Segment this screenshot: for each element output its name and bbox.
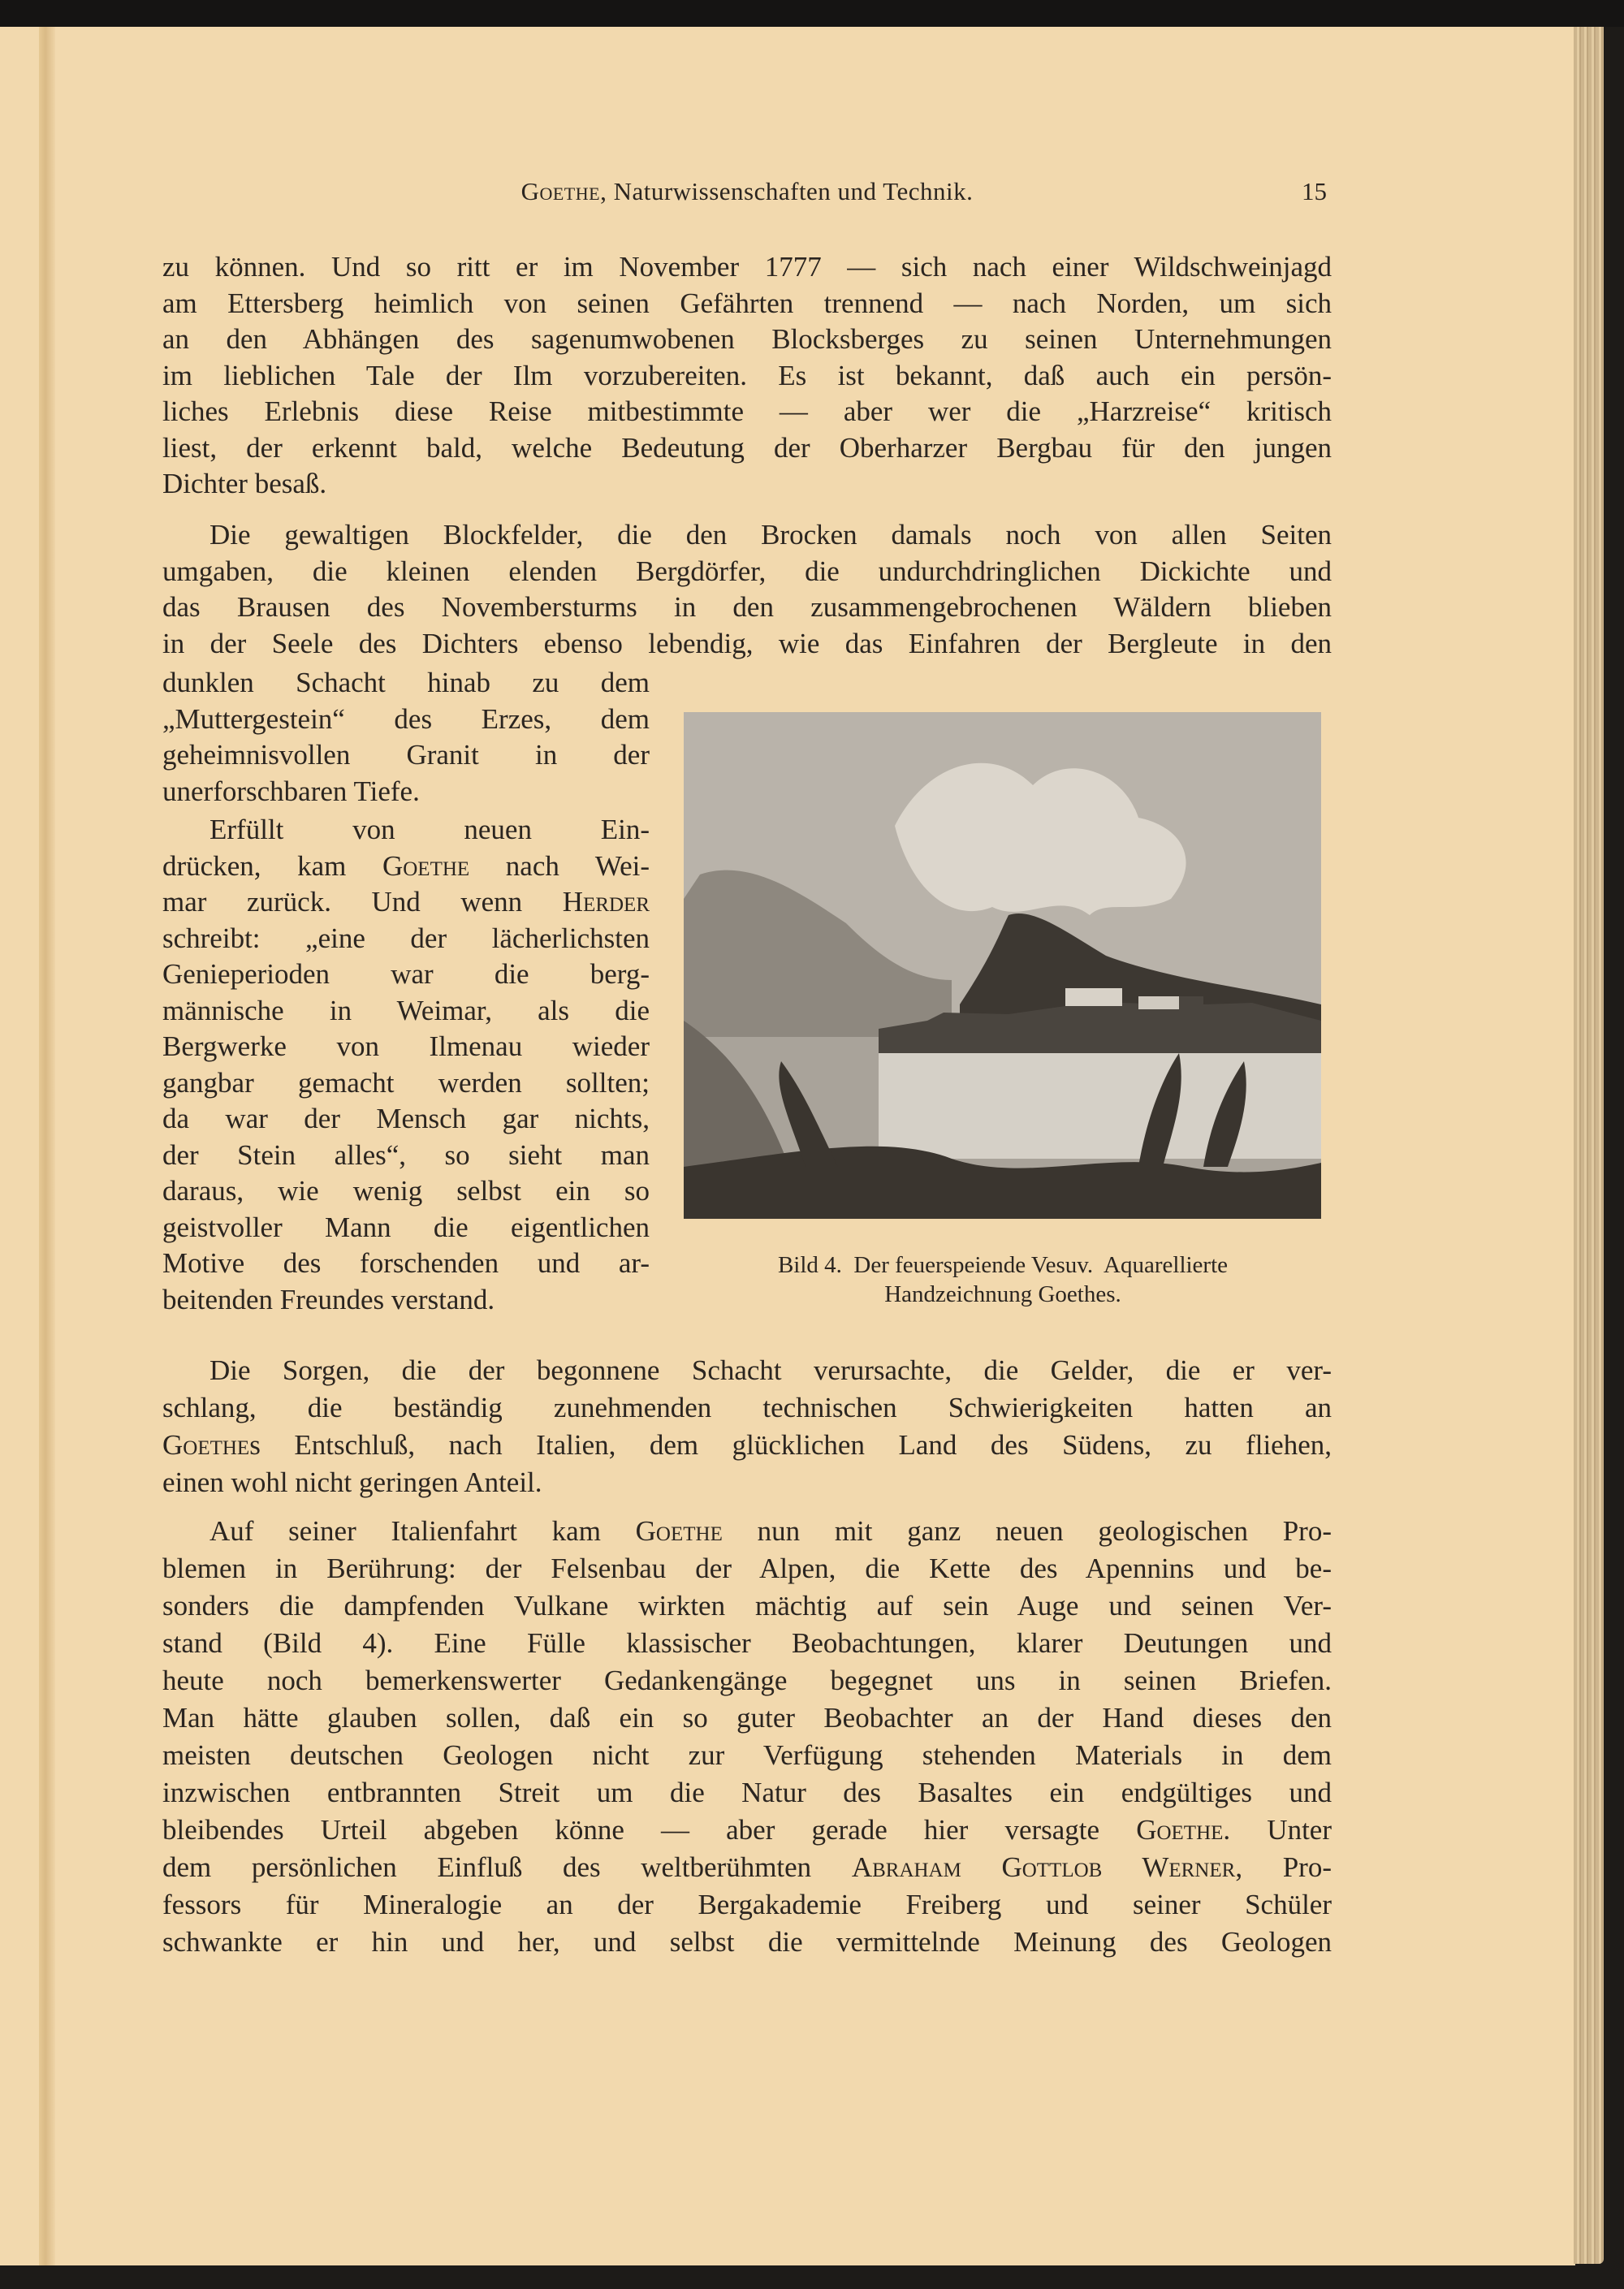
small-caps-name: Goethe xyxy=(162,1429,250,1461)
small-caps-name: Goethe xyxy=(1136,1814,1224,1846)
text-segment: mar zurück. Und wenn xyxy=(162,886,563,918)
paragraph-column xyxy=(162,812,650,1318)
text-line xyxy=(162,1282,650,1319)
text-line xyxy=(162,286,1332,322)
text-line xyxy=(162,1625,1332,1662)
text-segment: blemen in Berührung: der Felsenbau der Alpen, die Kette des Apennins und be- xyxy=(162,1553,1332,1584)
text-segment: Genieperioden war die berg- xyxy=(162,958,650,990)
text-segment: einen wohl nicht geringen Anteil. xyxy=(162,1466,542,1498)
text-line xyxy=(162,1101,650,1138)
text-segment: schlang, die beständig zunehmenden technischen Schwierigkeiten hatten an xyxy=(162,1392,1332,1423)
text-line xyxy=(162,921,650,957)
text-line xyxy=(162,590,1332,626)
text-segment: geistvoller Mann die eigentlichen xyxy=(162,1211,650,1243)
text-segment: in der Seele des Dichters ebenso lebendig, wie das Einfahren der Bergleute in den xyxy=(162,627,1332,659)
text-line xyxy=(162,993,650,1030)
running-title xyxy=(162,177,1332,206)
text-line xyxy=(162,1886,1332,1924)
paragraph xyxy=(162,517,1332,662)
text-line xyxy=(162,1246,650,1282)
text-line xyxy=(162,774,650,810)
text-segment: , Pro- xyxy=(1235,1851,1332,1883)
text-segment: Motive des forschenden und ar- xyxy=(162,1247,650,1279)
text-line xyxy=(162,957,650,993)
text-line xyxy=(162,1065,650,1102)
text-line xyxy=(162,1774,1332,1812)
text-segment: inzwischen entbrannten Streit um die Natur des Basaltes ein endgültiges und xyxy=(162,1777,1332,1808)
vesuvius-illustration xyxy=(684,712,1321,1219)
text-line xyxy=(162,1464,1332,1501)
text-line xyxy=(162,1587,1332,1625)
text-line xyxy=(162,849,650,885)
text-line xyxy=(162,1210,650,1246)
text-segment: . Unter xyxy=(1223,1814,1332,1846)
page-gutter-fold xyxy=(39,27,55,2265)
text-line xyxy=(162,1352,1332,1389)
text-segment: beitenden Freundes verstand. xyxy=(162,1283,495,1315)
text-segment: liest, der erkennt bald, welche Bedeutung der Oberharzer Bergbau für den jungen xyxy=(162,431,1332,464)
text-segment: sonders die dampfenden Vulkane wirkten mächtig auf sein Auge und seinen Ver- xyxy=(162,1590,1332,1622)
text-segment: das Brausen des Novembersturms in den zusammengebrochenen Wäldern blieben xyxy=(162,591,1332,623)
running-title-text: , Naturwissenschaften und Technik. xyxy=(600,177,974,205)
text-segment: nun mit ganz neuen geologischen Pro- xyxy=(722,1515,1332,1547)
text-line xyxy=(162,1138,650,1174)
small-caps-name: Abraham Gottlob Werner xyxy=(851,1851,1236,1883)
text-segment: Dichter besaß. xyxy=(162,468,327,499)
text-segment: bleibendes Urteil abgeben könne — aber gerade hier versagte xyxy=(162,1814,1137,1846)
text-segment: Man hätte glauben sollen, daß ein so guter Beobachter an der Hand dieses den xyxy=(162,1702,1332,1734)
text-segment: Erfüllt von neuen Ein- xyxy=(209,814,650,845)
caption-line: Bild 4. Der feuerspeiende Vesuv. Aquarellierte xyxy=(777,1252,1229,1278)
text-line xyxy=(162,1699,1332,1737)
text-segment: der Stein alles“, so sieht man xyxy=(162,1138,650,1171)
text-segment: schreibt: „eine der lächerlichsten xyxy=(162,922,650,954)
page-stack-edge xyxy=(1574,27,1604,2264)
text-line xyxy=(162,702,650,738)
text-line xyxy=(162,1550,1332,1587)
text-segment: gangbar gemacht werden sollten; xyxy=(162,1066,650,1099)
text-segment: am Ettersberg heimlich von seinen Gefährten trennend — nach Norden, um sich xyxy=(162,287,1332,319)
text-segment: dem persönlichen Einfluß des weltberühmten xyxy=(162,1851,852,1883)
small-caps-name: Goethe xyxy=(382,849,470,882)
text-line xyxy=(162,1029,650,1065)
text-segment: Die Sorgen, die der begonnene Schacht verursachte, die Gelder, die er ver- xyxy=(209,1354,1332,1386)
text-segment: stand (Bild 4). Eine Fülle klassischer Beobachtungen, klarer Deutungen und xyxy=(162,1627,1332,1659)
text-line xyxy=(162,1662,1332,1699)
text-segment: drücken, kam xyxy=(162,849,382,882)
text-line xyxy=(162,554,1332,590)
paragraph xyxy=(162,249,1332,503)
text-line xyxy=(162,430,1332,467)
text-segment: an den Abhängen des sagenumwobenen Blocksberges zu seinen Unternehmungen xyxy=(162,323,1332,355)
paragraph xyxy=(162,1513,1332,1961)
text-segment: geheimnisvollen Granit in der xyxy=(162,739,650,771)
text-segment: zu können. Und so ritt er im November 1777 — sich nach einer Wildschweinjagd xyxy=(162,251,1332,283)
figure-vesuvius-drawing xyxy=(684,712,1321,1219)
text-line xyxy=(162,249,1332,286)
text-line xyxy=(162,884,650,921)
running-header xyxy=(162,177,1332,209)
text-line xyxy=(162,1849,1332,1886)
text-segment: nach Wei- xyxy=(469,849,650,882)
text-line xyxy=(162,1513,1332,1550)
text-line xyxy=(162,358,1332,395)
text-segment: daraus, wie wenig selbst ein so xyxy=(162,1175,650,1207)
text-line xyxy=(162,1389,1332,1427)
figure-caption xyxy=(674,1250,1332,1309)
text-segment: im lieblichen Tale der Ilm vorzubereiten. Es ist bekannt, daß auch ein persön- xyxy=(162,359,1332,391)
text-segment: liches Erlebnis diese Reise mitbestimmte — aber wer die „Harzreise“ kritisch xyxy=(162,395,1332,427)
text-line xyxy=(162,665,650,702)
text-line xyxy=(162,626,1332,663)
text-segment: Bergwerke von Ilmenau wieder xyxy=(162,1030,650,1062)
text-line xyxy=(162,1427,1332,1464)
paragraph-column xyxy=(162,665,650,810)
text-line xyxy=(162,737,650,774)
text-line xyxy=(162,466,1332,503)
text-segment: schwankte er hin und her, und selbst die vermittelnde Meinung des Geologen xyxy=(162,1926,1332,1958)
scan-background-top xyxy=(0,0,1624,27)
text-segment: da war der Mensch gar nichts, xyxy=(162,1103,650,1134)
text-segment: s Entschluß, nach Italien, dem glücklichen Land des Südens, zu fliehen, xyxy=(249,1429,1332,1461)
text-line xyxy=(162,1812,1332,1849)
text-segment: „Muttergestein“ des Erzes, dem xyxy=(162,702,650,735)
text-segment: heute noch bemerkenswerter Gedankengänge begegnet uns in seinen Briefen. xyxy=(162,1665,1332,1696)
running-title-author: Goethe xyxy=(520,177,601,205)
text-segment: Auf seiner Italienfahrt kam xyxy=(209,1515,636,1547)
text-segment: männische in Weimar, als die xyxy=(162,994,650,1026)
text-segment: umgaben, die kleinen elenden Bergdörfer, die undurchdringlichen Dickichte und xyxy=(162,555,1332,587)
text-segment: unerforschbaren Tiefe. xyxy=(162,775,420,807)
small-caps-name: Goethe xyxy=(635,1515,723,1547)
text-segment: Die gewaltigen Blockfelder, die den Brocken damals noch von allen Seiten xyxy=(209,519,1332,551)
text-segment: fessors für Mineralogie an der Bergakademie Freiberg und seiner Schüler xyxy=(162,1889,1332,1920)
text-line xyxy=(162,812,650,849)
text-line xyxy=(162,1924,1332,1961)
text-segment: meisten deutschen Geologen nicht zur Verfügung stehenden Materials in dem xyxy=(162,1739,1332,1771)
paragraph xyxy=(162,1352,1332,1501)
text-line xyxy=(162,394,1332,430)
text-line xyxy=(162,1737,1332,1774)
caption-line: Handzeichnung Goethes. xyxy=(884,1281,1121,1307)
text-line xyxy=(162,1173,650,1210)
page-number: 15 xyxy=(1302,177,1327,205)
text-segment: dunklen Schacht hinab zu dem xyxy=(162,667,650,698)
small-caps-name: Herder xyxy=(562,886,650,918)
text-line xyxy=(162,322,1332,358)
text-line xyxy=(162,517,1332,554)
